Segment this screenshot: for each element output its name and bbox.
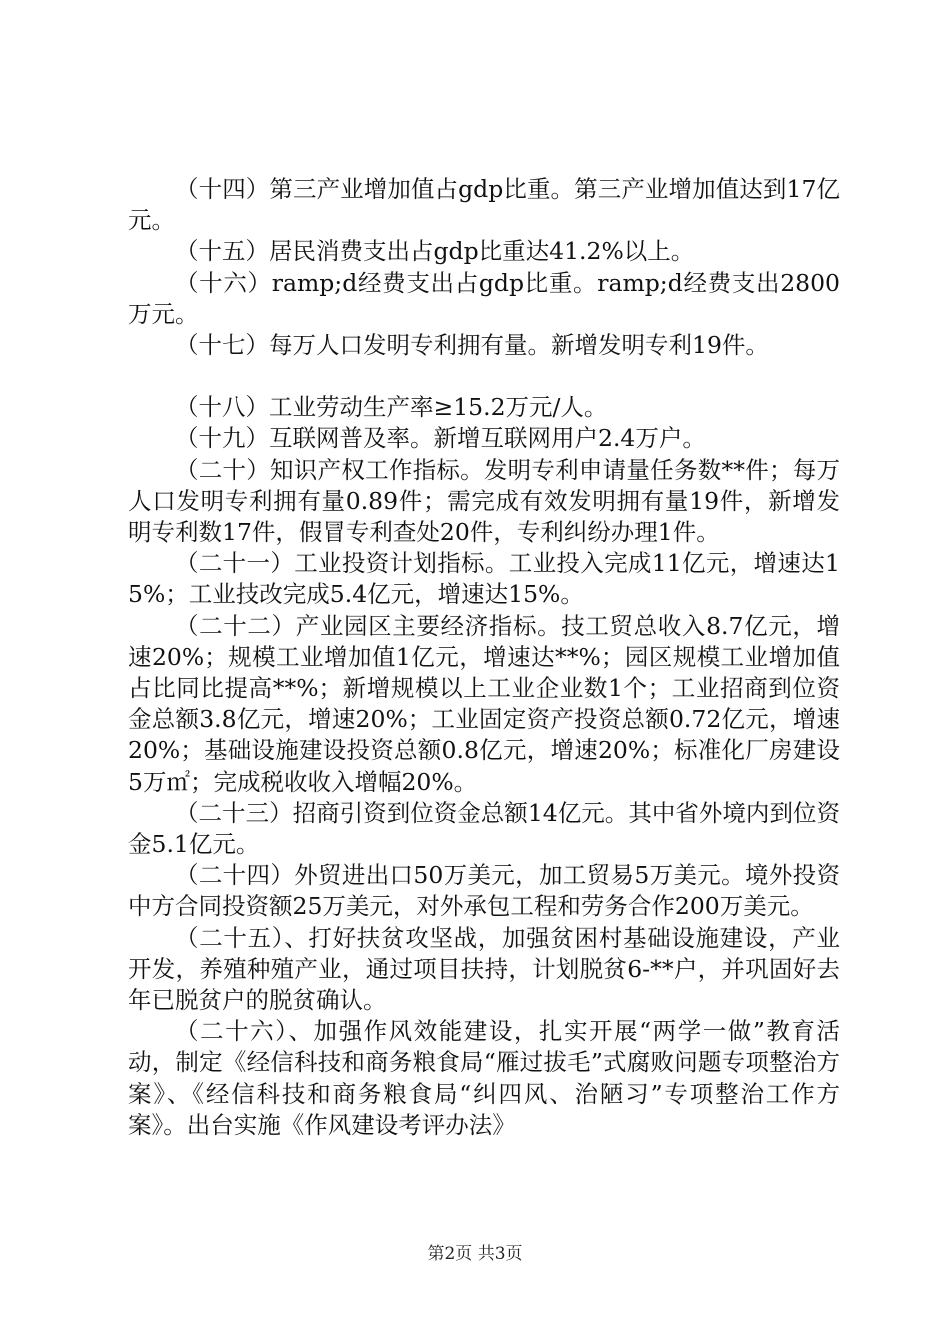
paragraph-19: （十九）互联网普及率。新增互联网用户2.4万户。 <box>175 424 706 453</box>
paragraph-21: （二十一）工业投资计划指标。工业投入完成11亿元，增速达15%；工业技改完成5.4亿元，增速达15%。 <box>128 549 840 609</box>
paragraph-14: （十四）第三产业增加值占gdp比重。第三产业增加值达到17亿元。 <box>128 175 840 235</box>
paragraph-17: （十七）每万人口发明专利拥有量。新增发明专利19件。 <box>175 331 769 360</box>
paragraph-22: （二十二）产业园区主要经济指标。技工贸总收入8.7亿元，增速20%；规模工业增加值1亿元，增速达**%；园区规模工业增加值占比同比提高**%；新增规模以上工业企业数1个；工业招商到位资金总额3.8亿元，增速20%；工业固定资产投资总额0.72亿元，增速20%；基础设施建设投资总额0.8亿元，增速20%；标准化厂房建设5万㎡；完成税收收入增幅20%。 <box>128 611 840 796</box>
paragraph-18: （十八）工业劳动生产率≥15.2万元/人。 <box>175 393 608 422</box>
document-body <box>128 174 840 1141</box>
paragraph-23: （二十三）招商引资到位资金总额14亿元。其中省外境内到位资金5.1亿元。 <box>128 798 840 859</box>
paragraph-20: （二十）知识产权工作指标。发明专利申请量任务数**件；每万人口发明专利拥有量0.89件；需完成有效发明拥有量19件，新增发明专利数17件，假冒专利查处20件，专利纠纷办理1件。 <box>128 455 840 547</box>
paragraph-24: （二十四）外贸进出口50万美元，加工贸易5万美元。境外投资中方合同投资额25万美元，对外承包工程和劳务合作200万美元。 <box>128 861 840 921</box>
page-footer: 第2页 共3页 <box>427 1244 523 1264</box>
paragraph-25: （二十五）、打好扶贫攻坚战，加强贫困村基础设施建设，产业开发，养殖种殖产业，通过项目扶持，计划脱贫6-**户，并巩固好去年已脱贫户的脱贫确认。 <box>128 923 840 1015</box>
paragraph-26: （二十六）、加强作风效能建设，扎实开展“两学一做”教育活动，制定《经信科技和商务粮食局“雁过拔毛”式腐败问题专项整治方案》、《经信科技和商务粮食局“纠四风、治陋习”专项整治工作方案》。出台实施《作风建设考评办法》 <box>128 1017 840 1139</box>
paragraph-16: （十六）ramp;d经费支出占gdp比重。ramp;d经费支出2800万元。 <box>128 268 840 328</box>
paragraph-15: （十五）居民消费支出占gdp比重达41.2%以上。 <box>175 237 695 266</box>
